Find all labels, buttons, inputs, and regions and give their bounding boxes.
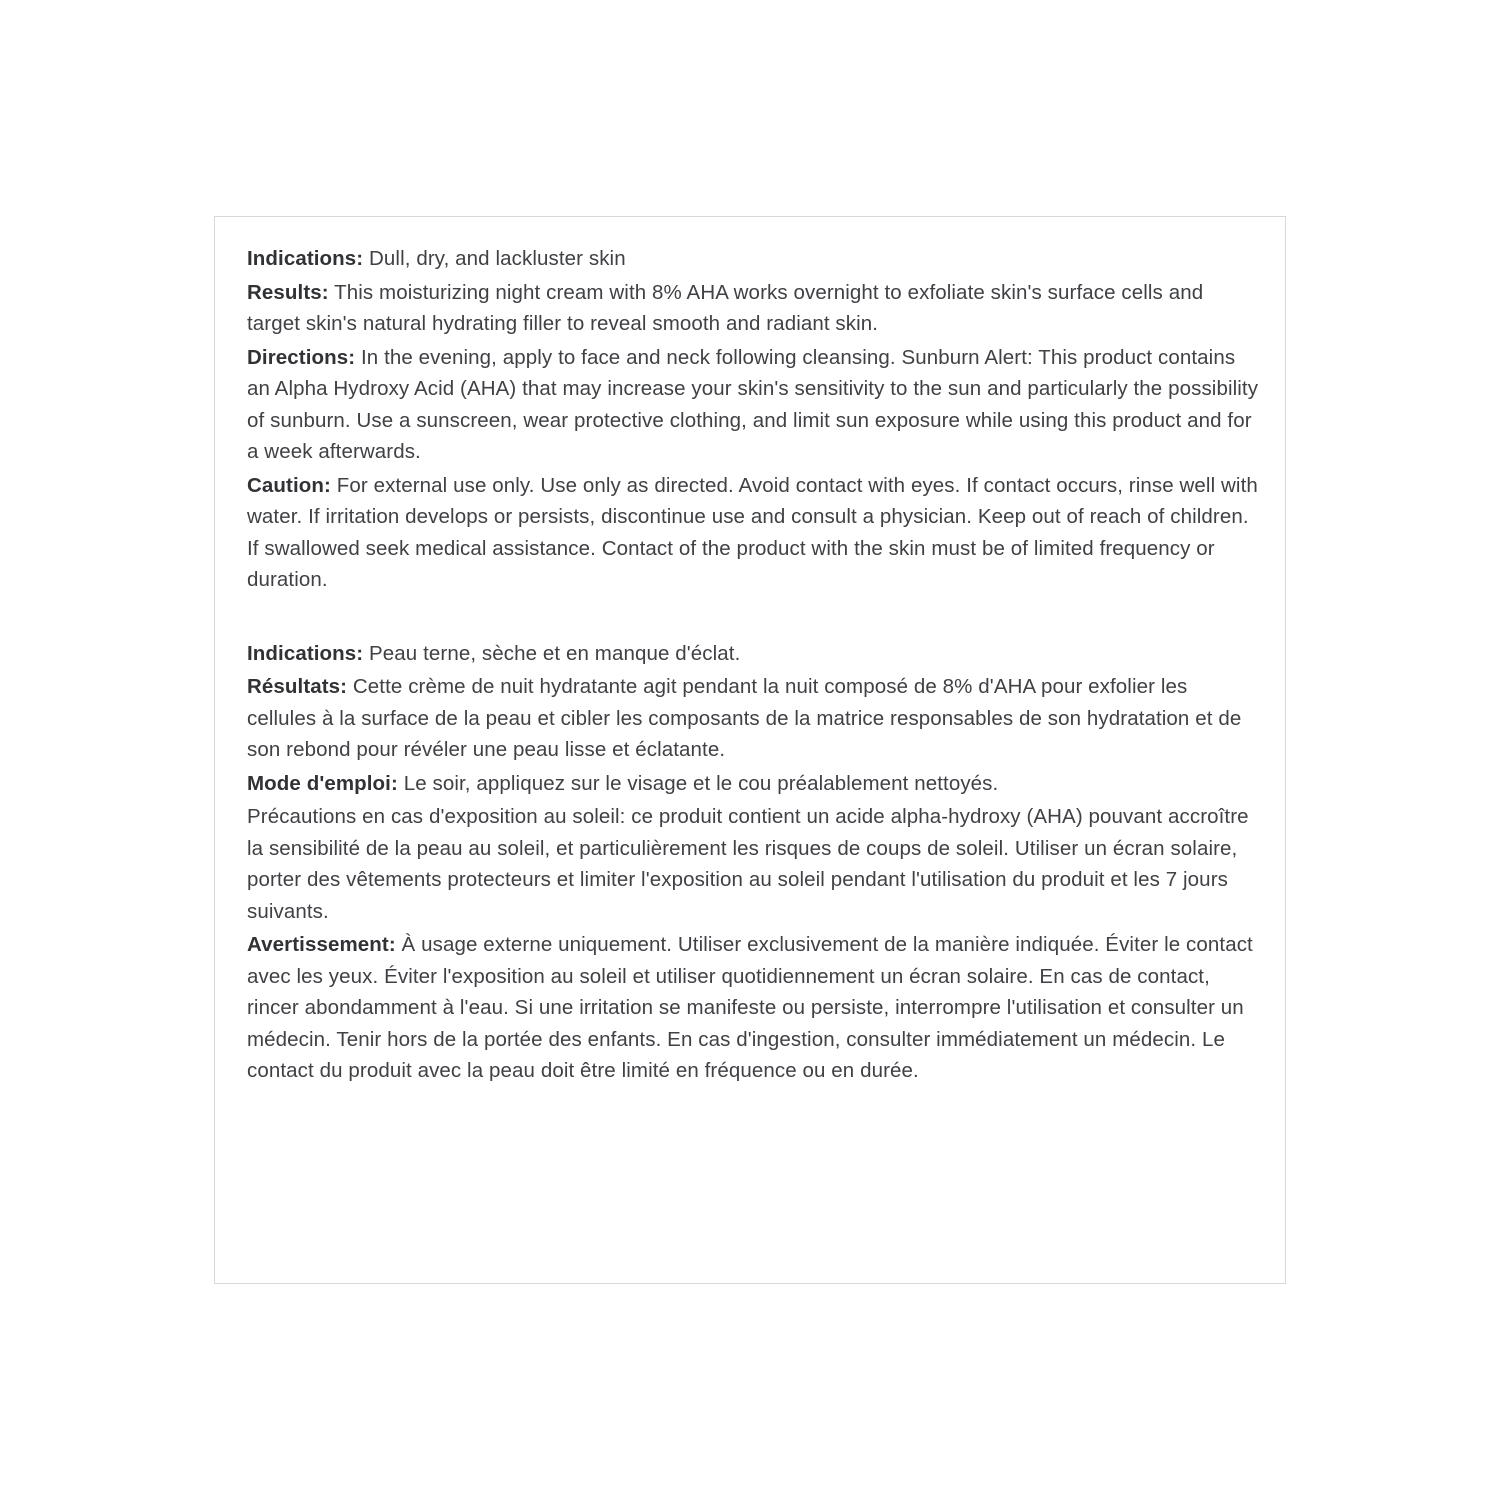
indications-paragraph-fr [247,638,1259,670]
resultats-paragraph-fr [247,671,1259,766]
indications-paragraph-en [247,243,1259,275]
french-section [247,638,1259,1087]
directions-paragraph-en [247,342,1259,468]
directions-label-en: Directions: [247,345,356,369]
precautions-text-fr: Précautions en cas d'exposition au soleil: ce produit contient un acide alpha-hydroxy (AHA) pouvant accroître la sensibilité de la peau au soleil, et particulièrement les risques de coups de soleil. Utiliser un écran solaire, porter des vêtements protecteurs et limiter l'exposition au soleil pendant l'utilisation du produit et les 7 jours suivants. [247,805,1249,923]
caution-label-en: Caution: [247,473,331,497]
results-label-en: Results: [247,280,329,304]
precautions-paragraph-fr [247,801,1259,927]
indications-label-en: Indications: [247,247,364,270]
directions-text-en: In the evening, apply to face and neck following cleansing. Sunburn Alert: This product contains an Alpha Hydroxy Acid (AHA) that may increase your skin's sensitivity to the sun and particularly the possibility of sunburn. Use a sunscreen, wear protective clothing, and limit sun exposure while using this product and for a week afterwards. [247,345,1259,463]
indications-label-fr: Indications: [247,641,364,665]
section-spacer [247,598,1259,638]
resultats-label-fr: Résultats: [247,675,348,698]
avertissement-text-fr: À usage externe uniquement. Utiliser exclusivement de la manière indiquée. Éviter le contact avec les yeux. Éviter l'exposition au soleil et utiliser quotidiennement un écran solaire. En cas de contact, rincer abondamment à l'eau. Si une irritation se manifeste ou persiste, interrompre l'utilisation et consulter un médecin. Tenir hors de la portée des enfants. En cas d'ingestion, consulter immédiatement un médecin. Le contact du produit avec la peau doit être limité en fréquence ou en durée. [247,933,1253,1082]
avertissement-paragraph-fr [247,929,1259,1087]
indications-text-en: Dull, dry, and lackluster skin [363,247,626,270]
product-label-page [214,216,1286,1284]
english-section [247,243,1259,596]
caution-paragraph-en [247,470,1259,596]
mode-emploi-label-fr: Mode d'emploi: [247,771,398,795]
mode-emploi-text-fr: Le soir, appliquez sur le visage et le cou préalablement nettoyés. [397,771,999,795]
mode-emploi-paragraph-fr [247,768,1259,800]
label-content [247,243,1259,1089]
avertissement-label-fr: Avertissement: [247,933,396,956]
indications-text-fr: Peau terne, sèche et en manque d'éclat. [363,641,741,665]
caution-text-en: For external use only. Use only as directed. Avoid contact with eyes. If contact occurs, rinse well with water. If irritation develops or persists, discontinue use and consult a physician. Keep out of reach of children. If swallowed seek medical assistance. Contact of the product with the skin must be of limited frequency or duration. [247,473,1258,591]
results-paragraph-en [247,277,1259,340]
results-text-en: This moisturizing night cream with 8% AHA works overnight to exfoliate skin's surface cells and target skin's natural hydrating filler to reveal smooth and radiant skin. [247,280,1204,335]
resultats-text-fr: Cette crème de nuit hydratante agit pendant la nuit composé de 8% d'AHA pour exfolier les cellules à la surface de la peau et cibler les composants de la matrice responsables de son hydratation et de son rebond pour révéler une peau lisse et éclatante. [247,675,1242,761]
